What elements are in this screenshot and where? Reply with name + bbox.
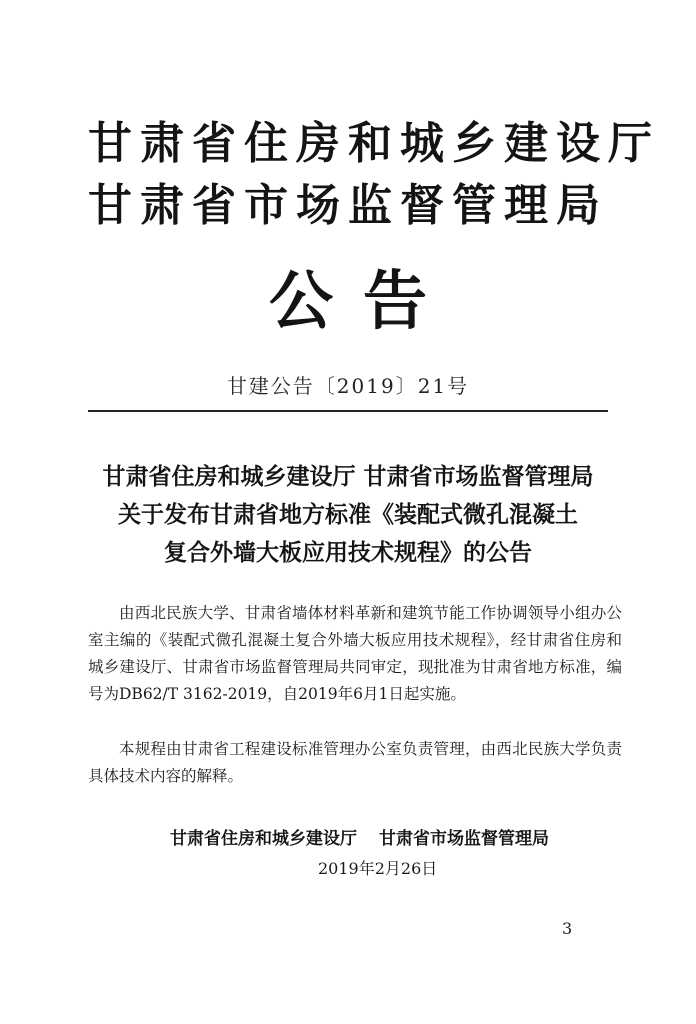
body-paragraph-2: 本规程由甘肃省工程建设标准管理办公室负责管理，由西北民族大学负责具体技术内容的解释。 xyxy=(88,740,622,785)
issuer-line-2: 甘肃省市场监督管理局 xyxy=(88,180,608,231)
document-number: 甘建公告〔2019〕21号 xyxy=(226,374,470,398)
notice-title-line-3: 复合外墙大板应用技术规程》的公告 xyxy=(164,540,532,566)
header-divider xyxy=(88,410,608,412)
signature-block xyxy=(170,826,620,852)
notice-title-line-1: 甘肃省住房和城乡建设厅 甘肃省市场监督管理局 xyxy=(102,464,594,490)
signature-date: 2019年2月26日 xyxy=(318,859,438,878)
body-paragraph-1: 由西北民族大学、甘肃省墙体材料革新和建筑节能工作协调领导小组办公室主编的《装配式微孔混凝土复合外墙大板应用技术规程》，经甘肃省住房和城乡建设厅、甘肃省市场监督管理局共同审定，现批准为甘肃省地方标准，编号为DB62/T 3162-2019，自2019年6月1日起实施。 xyxy=(88,604,622,703)
document-type-heading: 公告 xyxy=(269,265,457,339)
page-number: 3 xyxy=(562,919,573,938)
signature-issuer-b: 甘肃省市场监督管理局 xyxy=(379,829,549,849)
signature-issuer-a: 甘肃省住房和城乡建设厅 xyxy=(170,829,357,849)
notice-title-line-2: 关于发布甘肃省地方标准《装配式微孔混凝土 xyxy=(118,502,578,528)
issuer-line-1: 甘肃省住房和城乡建设厅 xyxy=(88,118,660,169)
